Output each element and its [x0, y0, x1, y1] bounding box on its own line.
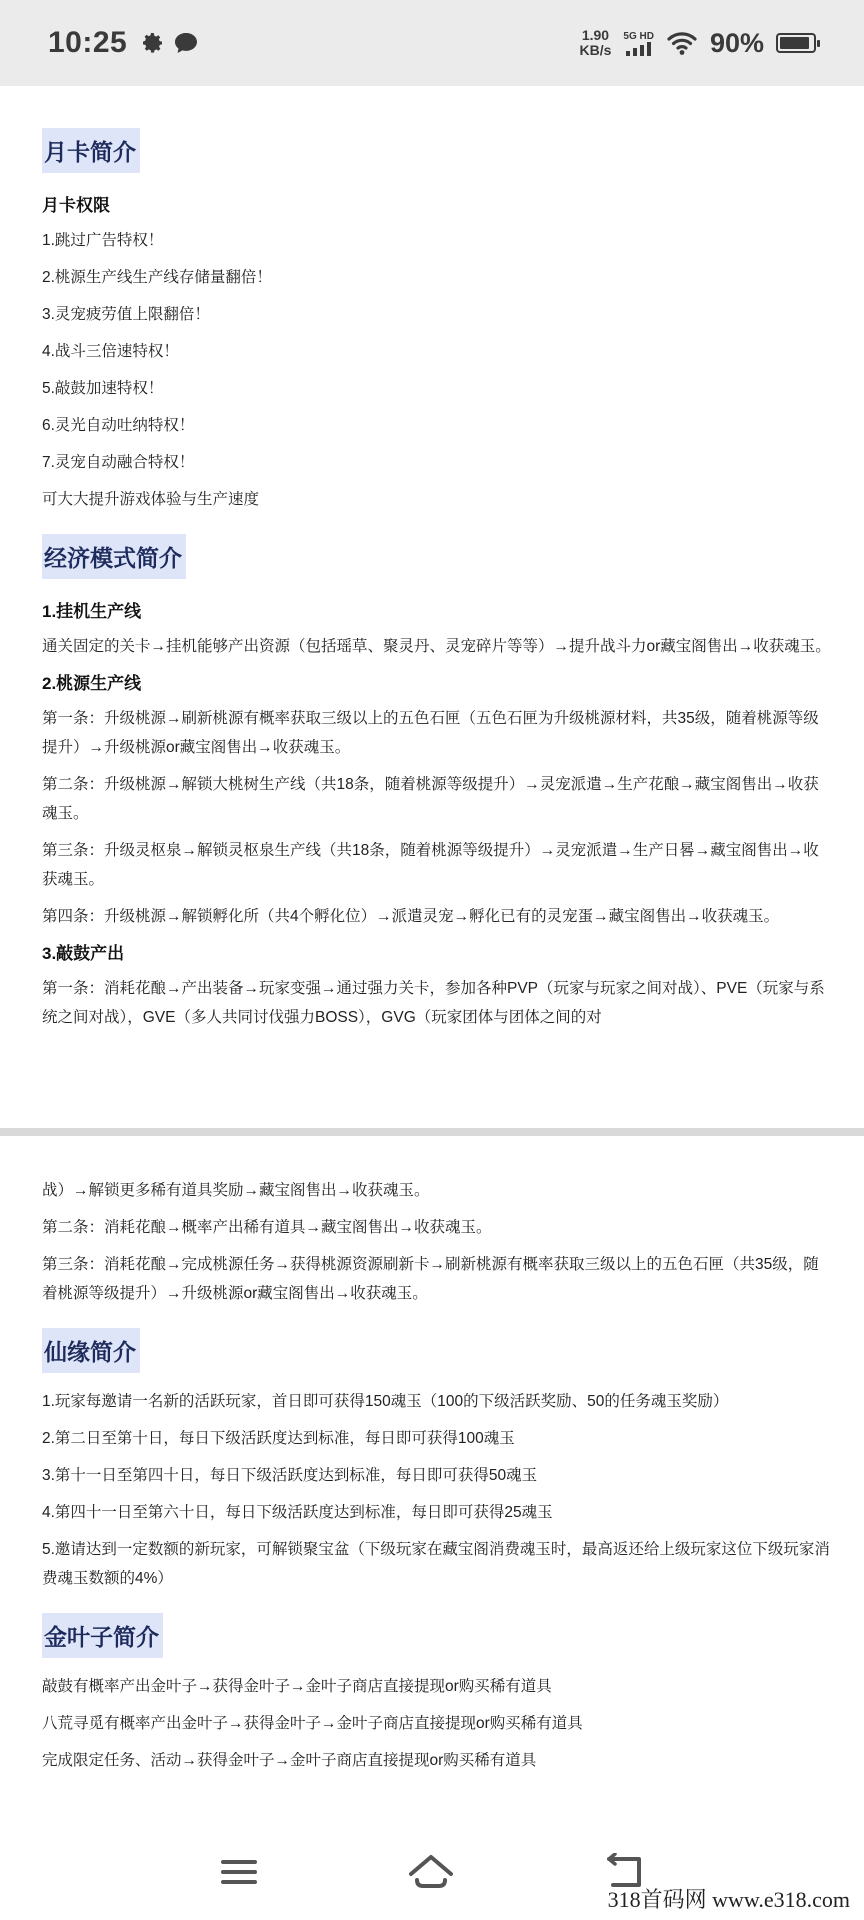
economy-line3-item1-part2: 战）→解锁更多稀有道具奖励→藏宝阁售出→收获魂玉。 — [42, 1182, 430, 1199]
gear-icon — [141, 31, 165, 55]
month-card-summary: 可大大提升游戏体验与生产速度 — [42, 491, 260, 508]
list-item: 1.跳过广告特权！ — [42, 232, 164, 249]
status-bar — [0, 0, 864, 86]
wifi-icon — [666, 30, 698, 56]
cellular-signal — [623, 31, 654, 56]
list-item: 完成限定任务、活动→获得金叶子→金叶子商店直接提现or购买稀有道具 — [42, 1752, 537, 1769]
network-speed — [579, 28, 611, 58]
battery-fill — [780, 37, 809, 49]
home-icon — [407, 1852, 455, 1892]
signal-bars-icon — [625, 42, 653, 56]
menu-button[interactable] — [214, 1850, 264, 1894]
status-right — [579, 28, 816, 59]
list-item: 6.灵光自动吐纳特权！ — [42, 417, 195, 434]
month-card-list — [42, 226, 832, 514]
economy-line2-title: 2.桃源生产线 — [42, 674, 142, 693]
month-card-privileges-title: 月卡权限 — [42, 196, 110, 215]
section-heading-economy: 经济模式简介 — [42, 534, 186, 579]
network-speed-value: 1.90 — [581, 27, 610, 43]
status-left-icons — [141, 31, 199, 55]
list-item: 第三条：消耗花酿→完成桃源任务→获得桃源资源刷新卡→刷新桃源有概率获取三级以上的五色石匣（共35级，随着桃源等级提升）→升级桃源or藏宝阁售出→收获魂玉。 — [42, 1256, 819, 1302]
menu-icon — [219, 1856, 259, 1888]
network-speed-unit: KB/s — [579, 42, 612, 58]
section-heading-month-card: 月卡简介 — [42, 128, 140, 173]
list-item: 2.第二日至第十日，每日下级活跃度达到标准，每日即可获得100魂玉 — [42, 1430, 515, 1447]
list-item: 八荒寻觅有概率产出金叶子→获得金叶子→金叶子商店直接提现or购买稀有道具 — [42, 1715, 583, 1732]
status-time: 10:25 — [48, 26, 128, 59]
system-nav-bar — [0, 1830, 864, 1920]
list-item: 7.灵宠自动融合特权！ — [42, 454, 195, 471]
signal-label: 5G HD — [623, 30, 654, 42]
list-item: 3.灵宠疲劳值上限翻倍！ — [42, 306, 210, 323]
list-item: 4.第四十一日至第六十日，每日下级活跃度达到标准，每日即可获得25魂玉 — [42, 1504, 553, 1521]
economy-line3-title: 3.敲鼓产出 — [42, 944, 125, 963]
list-item: 第二条：消耗花酿→概率产出稀有道具→藏宝阁售出→收获魂玉。 — [42, 1219, 492, 1236]
list-item: 5.邀请达到一定数额的新玩家，可解锁聚宝盆（下级玩家在藏宝阁消费魂玉时，最高返还给上级玩家这位下级玩家消费魂玉数额的4%） — [42, 1541, 830, 1587]
list-item: 3.第十一日至第四十日，每日下级活跃度达到标准，每日即可获得50魂玉 — [42, 1467, 538, 1484]
article-page-1 — [42, 128, 832, 1040]
list-item: 第二条：升级桃源→解锁大桃树生产线（共18条，随着桃源等级提升）→灵宠派遣→生产花酿→藏宝阁售出→收获魂玉。 — [42, 776, 819, 822]
section-heading-gold-leaf: 金叶子简介 — [42, 1613, 163, 1658]
economy-line3-item1-part1: 第一条：消耗花酿→产出装备→玩家变强→通过强力关卡，参加各种PVP（玩家与玩家之间对战）、PVE（玩家与系统之间对战），GVE（多人共同讨伐强力BOSS），GVG（玩家团体与团体之间的对 — [42, 980, 825, 1026]
list-item: 5.敲鼓加速特权！ — [42, 380, 164, 397]
list-item: 4.战斗三倍速特权！ — [42, 343, 179, 360]
article-page-2 — [42, 1176, 832, 1783]
battery-percent: 90% — [709, 27, 764, 58]
list-item: 第四条：升级桃源→解锁孵化所（共4个孵化位）→派遣灵宠→孵化已有的灵宠蛋→藏宝阁售出→收获魂玉。 — [42, 908, 780, 925]
list-item: 敲鼓有概率产出金叶子→获得金叶子→金叶子商店直接提现or购买稀有道具 — [42, 1678, 552, 1695]
battery-icon — [776, 33, 816, 53]
page-divider — [0, 1128, 864, 1136]
section-heading-xianyuan: 仙缘简介 — [42, 1328, 140, 1373]
list-item: 1.玩家每邀请一名新的活跃玩家，首日即可获得150魂玉（100的下级活跃奖励、50的任务魂玉奖励） — [42, 1393, 729, 1410]
chat-bubble-icon — [173, 31, 199, 55]
home-button[interactable] — [406, 1850, 456, 1894]
list-item: 第三条：升级灵枢泉→解锁灵枢泉生产线（共18条，随着桃源等级提升）→灵宠派遣→生产日晷→藏宝阁售出→收获魂玉。 — [42, 842, 819, 888]
site-watermark: 318首码网 www.e318.com — [607, 1887, 850, 1912]
economy-line1-title: 1.挂机生产线 — [42, 602, 142, 621]
list-item: 2.桃源生产线生产线存储量翻倍！ — [42, 269, 272, 286]
list-item: 第一条：升级桃源→刷新桃源有概率获取三级以上的五色石匣（五色石匣为升级桃源材料，共35级，随着桃源等级提升）→升级桃源or藏宝阁售出→收获魂玉。 — [42, 710, 819, 756]
economy-line1-text: 通关固定的关卡→挂机能够产出资源（包括瑶草、聚灵丹、灵宠碎片等等）→提升战斗力or藏宝阁售出→收获魂玉。 — [42, 638, 831, 655]
